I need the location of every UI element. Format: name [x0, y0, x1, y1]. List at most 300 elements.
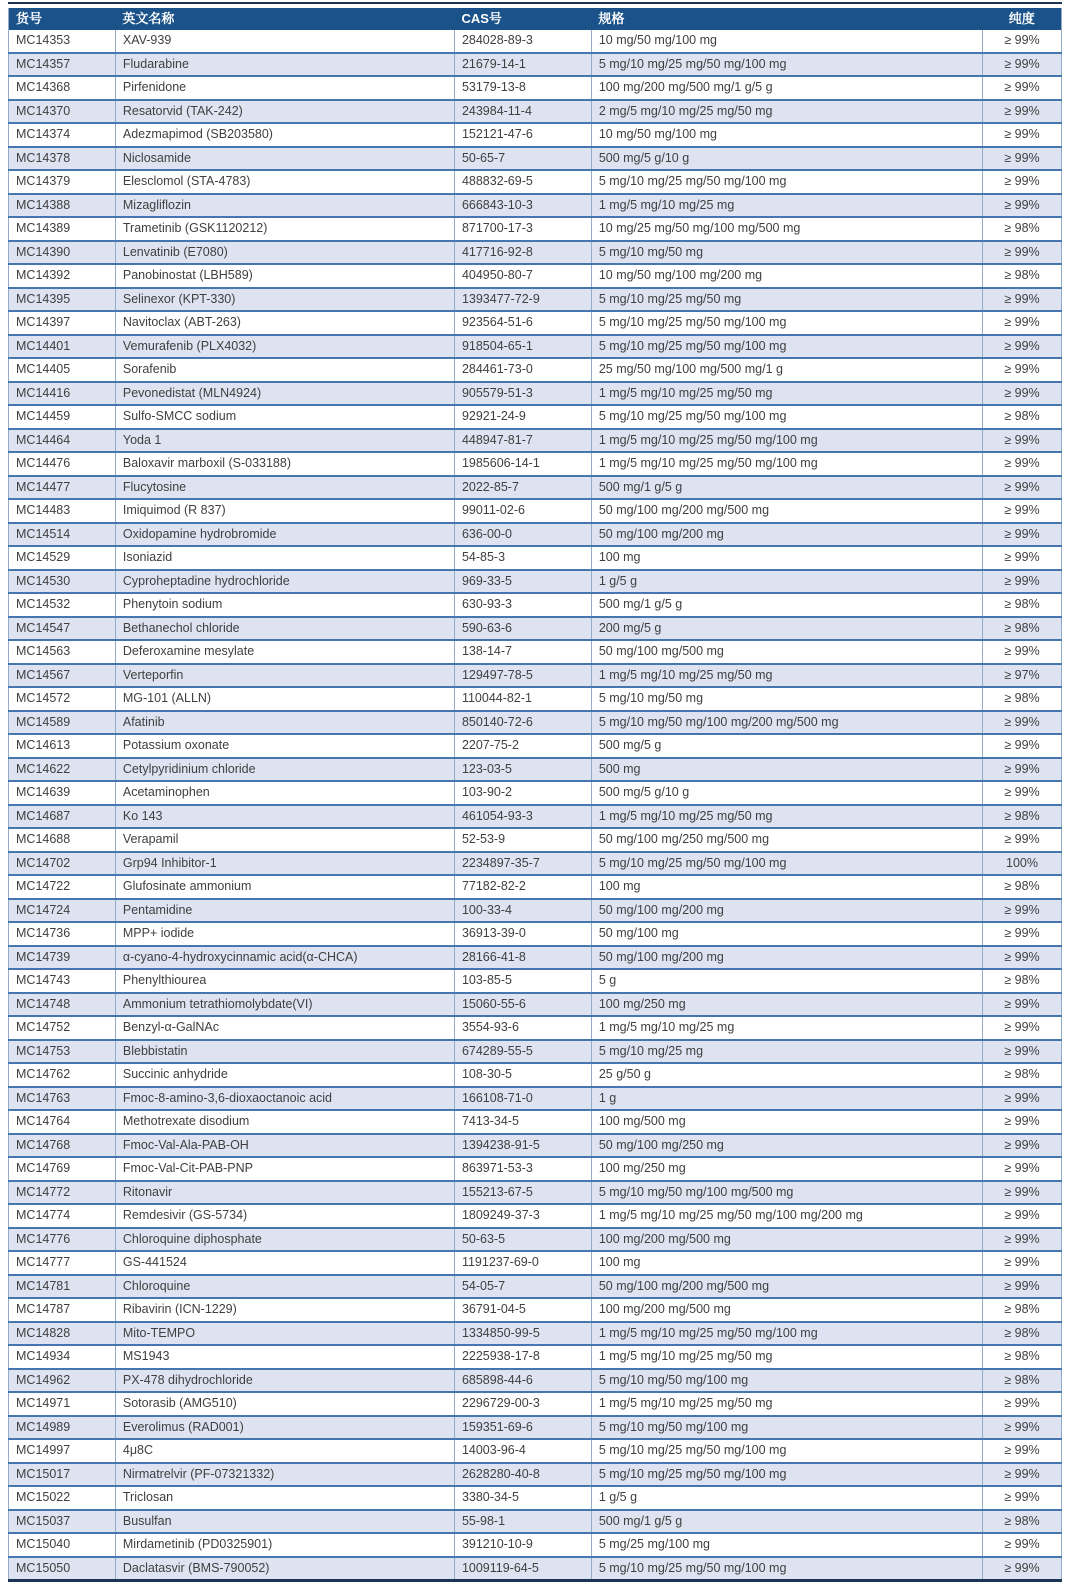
table-row: [9, 922, 1062, 946]
table-row: [9, 1228, 1062, 1252]
cell-spec: 5 mg/25 mg/100 mg: [591, 1533, 982, 1557]
cell-cas: 630-93-3: [454, 593, 591, 617]
cell-purity: ≥ 99%: [983, 922, 1062, 946]
cell-sku: MC15037: [9, 1510, 116, 1534]
cell-cas: 850140-72-6: [454, 711, 591, 735]
cell-name: Ribavirin (ICN-1229): [115, 1298, 454, 1322]
cell-sku: MC14769: [9, 1157, 116, 1181]
cell-purity: ≥ 99%: [983, 476, 1062, 500]
cell-spec: 100 mg: [591, 546, 982, 570]
cell-cas: 92921-24-9: [454, 405, 591, 429]
cell-spec: 500 mg: [591, 758, 982, 782]
cell-spec: 5 mg/10 mg/25 mg/50 mg/100 mg: [591, 1439, 982, 1463]
cell-sku: MC14776: [9, 1228, 116, 1252]
cell-purity: ≥ 99%: [983, 734, 1062, 758]
cell-cas: 100-33-4: [454, 899, 591, 923]
cell-purity: ≥ 99%: [983, 1557, 1062, 1580]
cell-purity: ≥ 99%: [983, 194, 1062, 218]
table-row: [9, 1087, 1062, 1111]
cell-sku: MC14572: [9, 687, 116, 711]
cell-cas: 52-53-9: [454, 828, 591, 852]
cell-cas: 284461-73-0: [454, 358, 591, 382]
cell-cas: 54-85-3: [454, 546, 591, 570]
cell-sku: MC14828: [9, 1322, 116, 1346]
cell-purity: ≥ 99%: [983, 53, 1062, 77]
table-row: [9, 1345, 1062, 1369]
cell-purity: ≥ 99%: [983, 170, 1062, 194]
table-row: [9, 1298, 1062, 1322]
table-row: [9, 217, 1062, 241]
cell-name: α-cyano-4-hydroxycinnamic acid(α-CHCA): [115, 946, 454, 970]
cell-purity: ≥ 98%: [983, 1298, 1062, 1322]
cell-spec: 1 mg/5 mg/10 mg/25 mg/50 mg/100 mg: [591, 1322, 982, 1346]
cell-sku: MC14764: [9, 1110, 116, 1134]
cell-sku: MC14357: [9, 53, 116, 77]
cell-cas: 404950-80-7: [454, 264, 591, 288]
table-row: [9, 241, 1062, 265]
cell-spec: 5 mg/10 mg/50 mg: [591, 687, 982, 711]
table-header-row: [9, 8, 1062, 30]
cell-name: Phenylthiourea: [115, 969, 454, 993]
cell-spec: 5 mg/10 mg/25 mg/50 mg/100 mg: [591, 852, 982, 876]
cell-name: Yoda 1: [115, 429, 454, 453]
cell-name: Daclatasvir (BMS-790052): [115, 1557, 454, 1580]
cell-cas: 155213-67-5: [454, 1181, 591, 1205]
cell-name: Elesclomol (STA-4783): [115, 170, 454, 194]
cell-purity: ≥ 99%: [983, 1181, 1062, 1205]
cell-sku: MC14787: [9, 1298, 116, 1322]
cell-spec: 5 mg/10 mg/25 mg/50 mg/100 mg: [591, 1463, 982, 1487]
cell-cas: 3380-34-5: [454, 1486, 591, 1510]
table-row: [9, 734, 1062, 758]
cell-spec: 200 mg/5 g: [591, 617, 982, 641]
cell-sku: MC14589: [9, 711, 116, 735]
column-header-purity: 纯度: [983, 8, 1062, 30]
cell-purity: ≥ 99%: [983, 711, 1062, 735]
table-row: [9, 993, 1062, 1017]
cell-spec: 5 g: [591, 969, 982, 993]
cell-name: Oxidopamine hydrobromide: [115, 523, 454, 547]
table-row: [9, 1181, 1062, 1205]
cell-spec: 1 mg/5 mg/10 mg/25 mg: [591, 1016, 982, 1040]
cell-purity: ≥ 98%: [983, 593, 1062, 617]
cell-name: Fludarabine: [115, 53, 454, 77]
table-row: [9, 1322, 1062, 1346]
table-row: [9, 264, 1062, 288]
cell-name: Mirdametinib (PD0325901): [115, 1533, 454, 1557]
cell-sku: MC14483: [9, 499, 116, 523]
cell-name: Verteporfin: [115, 664, 454, 688]
cell-cas: 969-33-5: [454, 570, 591, 594]
cell-sku: MC14748: [9, 993, 116, 1017]
cell-cas: 417716-92-8: [454, 241, 591, 265]
cell-spec: 5 mg/10 mg/25 mg/50 mg/100 mg: [591, 311, 982, 335]
cell-sku: MC14971: [9, 1392, 116, 1416]
cell-purity: ≥ 99%: [983, 899, 1062, 923]
cell-cas: 28166-41-8: [454, 946, 591, 970]
cell-sku: MC14743: [9, 969, 116, 993]
cell-cas: 923564-51-6: [454, 311, 591, 335]
cell-sku: MC14379: [9, 170, 116, 194]
cell-name: Mito-TEMPO: [115, 1322, 454, 1346]
cell-name: Methotrexate disodium: [115, 1110, 454, 1134]
table-row: [9, 805, 1062, 829]
cell-purity: ≥ 99%: [983, 241, 1062, 265]
cell-name: Nirmatrelvir (PF-07321332): [115, 1463, 454, 1487]
cell-cas: 166108-71-0: [454, 1087, 591, 1111]
cell-cas: 14003-96-4: [454, 1439, 591, 1463]
cell-purity: ≥ 99%: [983, 1486, 1062, 1510]
cell-spec: 1 mg/5 mg/10 mg/25 mg/50 mg: [591, 1392, 982, 1416]
table-row: [9, 53, 1062, 77]
cell-name: Fmoc-8-amino-3,6-dioxaoctanoic acid: [115, 1087, 454, 1111]
cell-spec: 1 mg/5 mg/10 mg/25 mg/50 mg: [591, 664, 982, 688]
cell-cas: 1394238-91-5: [454, 1134, 591, 1158]
cell-purity: ≥ 98%: [983, 687, 1062, 711]
cell-name: Niclosamide: [115, 147, 454, 171]
cell-sku: MC14774: [9, 1204, 116, 1228]
cell-spec: 50 mg/100 mg/200 mg: [591, 523, 982, 547]
cell-name: Acetaminophen: [115, 781, 454, 805]
table-row: [9, 664, 1062, 688]
cell-cas: 488832-69-5: [454, 170, 591, 194]
cell-cas: 2234897-35-7: [454, 852, 591, 876]
table-row: [9, 1392, 1062, 1416]
cell-cas: 99011-02-6: [454, 499, 591, 523]
cell-name: Sorafenib: [115, 358, 454, 382]
cell-sku: MC14563: [9, 640, 116, 664]
cell-purity: ≥ 98%: [983, 264, 1062, 288]
cell-purity: ≥ 99%: [983, 1134, 1062, 1158]
cell-purity: ≥ 99%: [983, 640, 1062, 664]
cell-name: Baloxavir marboxil (S-033188): [115, 452, 454, 476]
table-row: [9, 123, 1062, 147]
cell-sku: MC14781: [9, 1275, 116, 1299]
cell-name: Resatorvid (TAK-242): [115, 100, 454, 124]
cell-purity: ≥ 98%: [983, 1322, 1062, 1346]
table-row: [9, 1063, 1062, 1087]
cell-spec: 10 mg/50 mg/100 mg: [591, 123, 982, 147]
cell-name: MPP+ iodide: [115, 922, 454, 946]
cell-name: Verapamil: [115, 828, 454, 852]
cell-cas: 1334850-99-5: [454, 1322, 591, 1346]
table-row: [9, 640, 1062, 664]
cell-cas: 54-05-7: [454, 1275, 591, 1299]
cell-sku: MC14777: [9, 1251, 116, 1275]
table-row: [9, 758, 1062, 782]
cell-sku: MC14459: [9, 405, 116, 429]
cell-sku: MC14768: [9, 1134, 116, 1158]
cell-spec: 50 mg/100 mg/250 mg/500 mg: [591, 828, 982, 852]
cell-purity: ≥ 99%: [983, 946, 1062, 970]
cell-purity: ≥ 99%: [983, 358, 1062, 382]
cell-cas: 391210-10-9: [454, 1533, 591, 1557]
cell-spec: 1 g/5 g: [591, 570, 982, 594]
cell-sku: MC14547: [9, 617, 116, 641]
cell-sku: MC14401: [9, 335, 116, 359]
cell-spec: 25 mg/50 mg/100 mg/500 mg/1 g: [591, 358, 982, 382]
cell-name: Phenytoin sodium: [115, 593, 454, 617]
cell-spec: 100 mg/500 mg: [591, 1110, 982, 1134]
cell-name: Navitoclax (ABT-263): [115, 311, 454, 335]
cell-sku: MC14724: [9, 899, 116, 923]
cell-name: Chloroquine: [115, 1275, 454, 1299]
cell-cas: 15060-55-6: [454, 993, 591, 1017]
cell-spec: 5 mg/10 mg/50 mg/100 mg/500 mg: [591, 1181, 982, 1205]
cell-cas: 1393477-72-9: [454, 288, 591, 312]
cell-cas: 2022-85-7: [454, 476, 591, 500]
cell-spec: 1 mg/5 mg/10 mg/25 mg/50 mg/100 mg: [591, 429, 982, 453]
cell-sku: MC14989: [9, 1416, 116, 1440]
cell-name: Panobinostat (LBH589): [115, 264, 454, 288]
cell-cas: 3554-93-6: [454, 1016, 591, 1040]
cell-spec: 5 mg/10 mg/50 mg: [591, 241, 982, 265]
cell-cas: 448947-81-7: [454, 429, 591, 453]
cell-spec: 100 mg/200 mg/500 mg/1 g/5 g: [591, 76, 982, 100]
cell-spec: 5 mg/10 mg/25 mg/50 mg/100 mg: [591, 335, 982, 359]
cell-sku: MC14688: [9, 828, 116, 852]
cell-name: 4μ8C: [115, 1439, 454, 1463]
cell-spec: 100 mg/200 mg/500 mg: [591, 1228, 982, 1252]
column-header-name: 英文名称: [115, 8, 454, 30]
cell-spec: 50 mg/100 mg/200 mg/500 mg: [591, 499, 982, 523]
product-catalog-table: [8, 8, 1062, 1579]
cell-sku: MC14477: [9, 476, 116, 500]
cell-cas: 7413-34-5: [454, 1110, 591, 1134]
cell-spec: 10 mg/25 mg/50 mg/100 mg/500 mg: [591, 217, 982, 241]
cell-name: GS-441524: [115, 1251, 454, 1275]
cell-sku: MC14368: [9, 76, 116, 100]
table-row: [9, 335, 1062, 359]
cell-spec: 1 mg/5 mg/10 mg/25 mg/50 mg/100 mg: [591, 452, 982, 476]
cell-sku: MC14529: [9, 546, 116, 570]
table-row: [9, 170, 1062, 194]
cell-name: Imiquimod (R 837): [115, 499, 454, 523]
cell-name: Busulfan: [115, 1510, 454, 1534]
cell-spec: 1 g/5 g: [591, 1486, 982, 1510]
table-row: [9, 899, 1062, 923]
cell-sku: MC14962: [9, 1369, 116, 1393]
table-header: [9, 8, 1062, 30]
cell-spec: 5 mg/10 mg/25 mg/50 mg/100 mg: [591, 405, 982, 429]
table-row: [9, 969, 1062, 993]
cell-spec: 1 mg/5 mg/10 mg/25 mg/50 mg/100 mg/200 mg: [591, 1204, 982, 1228]
cell-purity: ≥ 99%: [983, 452, 1062, 476]
cell-sku: MC14464: [9, 429, 116, 453]
table-row: [9, 358, 1062, 382]
table-body: [9, 30, 1062, 1579]
table-row: [9, 1016, 1062, 1040]
cell-spec: 500 mg/1 g/5 g: [591, 476, 982, 500]
table-row: [9, 1557, 1062, 1580]
cell-sku: MC14514: [9, 523, 116, 547]
cell-spec: 50 mg/100 mg: [591, 922, 982, 946]
cell-name: Ko 143: [115, 805, 454, 829]
cell-cas: 918504-65-1: [454, 335, 591, 359]
cell-spec: 50 mg/100 mg/200 mg/500 mg: [591, 1275, 982, 1299]
cell-purity: ≥ 99%: [983, 1392, 1062, 1416]
table-row: [9, 570, 1062, 594]
cell-sku: MC14639: [9, 781, 116, 805]
cell-cas: 21679-14-1: [454, 53, 591, 77]
cell-purity: ≥ 99%: [983, 1439, 1062, 1463]
cell-name: Mizagliflozin: [115, 194, 454, 218]
table-row: [9, 194, 1062, 218]
cell-cas: 1191237-69-0: [454, 1251, 591, 1275]
cell-purity: ≥ 99%: [983, 76, 1062, 100]
cell-purity: ≥ 98%: [983, 969, 1062, 993]
cell-name: Pirfenidone: [115, 76, 454, 100]
column-header-cas: CAS号: [454, 8, 591, 30]
cell-spec: 100 mg: [591, 1251, 982, 1275]
table-row: [9, 617, 1062, 641]
table-row: [9, 311, 1062, 335]
cell-purity: ≥ 99%: [983, 1533, 1062, 1557]
table-row: [9, 711, 1062, 735]
cell-purity: ≥ 99%: [983, 993, 1062, 1017]
table-row: [9, 1157, 1062, 1181]
cell-cas: 103-90-2: [454, 781, 591, 805]
cell-cas: 53179-13-8: [454, 76, 591, 100]
cell-sku: MC14753: [9, 1040, 116, 1064]
cell-cas: 666843-10-3: [454, 194, 591, 218]
cell-purity: ≥ 99%: [983, 1228, 1062, 1252]
cell-purity: ≥ 98%: [983, 405, 1062, 429]
cell-purity: ≥ 99%: [983, 523, 1062, 547]
cell-purity: ≥ 99%: [983, 828, 1062, 852]
cell-cas: 138-14-7: [454, 640, 591, 664]
table-row: [9, 1040, 1062, 1064]
cell-purity: ≥ 99%: [983, 1251, 1062, 1275]
cell-purity: ≥ 98%: [983, 217, 1062, 241]
cell-sku: MC14763: [9, 1087, 116, 1111]
table-row: [9, 1416, 1062, 1440]
cell-spec: 5 mg/10 mg/25 mg: [591, 1040, 982, 1064]
table-row: [9, 1510, 1062, 1534]
cell-spec: 5 mg/10 mg/50 mg/100 mg: [591, 1369, 982, 1393]
cell-name: Pevonedistat (MLN4924): [115, 382, 454, 406]
cell-name: Potassium oxonate: [115, 734, 454, 758]
cell-name: Ritonavir: [115, 1181, 454, 1205]
cell-spec: 1 mg/5 mg/10 mg/25 mg/50 mg: [591, 1345, 982, 1369]
cell-sku: MC14702: [9, 852, 116, 876]
cell-name: Cetylpyridinium chloride: [115, 758, 454, 782]
cell-purity: ≥ 99%: [983, 382, 1062, 406]
cell-name: Grp94 Inhibitor-1: [115, 852, 454, 876]
cell-name: Everolimus (RAD001): [115, 1416, 454, 1440]
cell-sku: MC14567: [9, 664, 116, 688]
cell-name: Adezmapimod (SB203580): [115, 123, 454, 147]
cell-purity: ≥ 99%: [983, 546, 1062, 570]
cell-name: Isoniazid: [115, 546, 454, 570]
cell-sku: MC14392: [9, 264, 116, 288]
cell-purity: ≥ 99%: [983, 311, 1062, 335]
cell-spec: 100 mg: [591, 875, 982, 899]
cell-sku: MC14772: [9, 1181, 116, 1205]
column-header-spec: 规格: [591, 8, 982, 30]
table-row: [9, 523, 1062, 547]
cell-name: Succinic anhydride: [115, 1063, 454, 1087]
table-row: [9, 1110, 1062, 1134]
cell-spec: 5 mg/10 mg/25 mg/50 mg: [591, 288, 982, 312]
table-row: [9, 687, 1062, 711]
table-row: [9, 875, 1062, 899]
cell-name: Benzyl-α-GalNAc: [115, 1016, 454, 1040]
cell-sku: MC15022: [9, 1486, 116, 1510]
table-row: [9, 593, 1062, 617]
table-row: [9, 1533, 1062, 1557]
cell-cas: 36791-04-5: [454, 1298, 591, 1322]
cell-sku: MC14397: [9, 311, 116, 335]
cell-sku: MC14613: [9, 734, 116, 758]
cell-purity: ≥ 98%: [983, 875, 1062, 899]
cell-cas: 674289-55-5: [454, 1040, 591, 1064]
cell-spec: 500 mg/5 g: [591, 734, 982, 758]
cell-purity: ≥ 99%: [983, 429, 1062, 453]
cell-spec: 1 mg/5 mg/10 mg/25 mg: [591, 194, 982, 218]
cell-cas: 685898-44-6: [454, 1369, 591, 1393]
cell-spec: 50 mg/100 mg/250 mg: [591, 1134, 982, 1158]
cell-cas: 159351-69-6: [454, 1416, 591, 1440]
cell-sku: MC14530: [9, 570, 116, 594]
cell-name: Pentamidine: [115, 899, 454, 923]
cell-purity: ≥ 99%: [983, 1275, 1062, 1299]
cell-purity: ≥ 99%: [983, 1087, 1062, 1111]
cell-sku: MC14752: [9, 1016, 116, 1040]
cell-cas: 1809249-37-3: [454, 1204, 591, 1228]
cell-sku: MC14416: [9, 382, 116, 406]
table-row: [9, 499, 1062, 523]
cell-purity: ≥ 98%: [983, 1063, 1062, 1087]
cell-cas: 461054-93-3: [454, 805, 591, 829]
cell-name: Afatinib: [115, 711, 454, 735]
cell-spec: 1 mg/5 mg/10 mg/25 mg/50 mg: [591, 382, 982, 406]
cell-sku: MC14722: [9, 875, 116, 899]
cell-purity: ≥ 98%: [983, 617, 1062, 641]
cell-name: Blebbistatin: [115, 1040, 454, 1064]
cell-spec: 500 mg/1 g/5 g: [591, 1510, 982, 1534]
table-row: [9, 1275, 1062, 1299]
cell-cas: 2225938-17-8: [454, 1345, 591, 1369]
cell-sku: MC14405: [9, 358, 116, 382]
cell-cas: 152121-47-6: [454, 123, 591, 147]
cell-purity: ≥ 99%: [983, 147, 1062, 171]
cell-cas: 2628280-40-8: [454, 1463, 591, 1487]
cell-cas: 123-03-5: [454, 758, 591, 782]
cell-sku: MC15040: [9, 1533, 116, 1557]
cell-purity: ≥ 99%: [983, 1204, 1062, 1228]
cell-purity: ≥ 99%: [983, 1416, 1062, 1440]
column-header-sku: 货号: [9, 8, 116, 30]
cell-sku: MC14739: [9, 946, 116, 970]
cell-spec: 5 mg/10 mg/25 mg/50 mg/100 mg: [591, 1557, 982, 1580]
cell-name: PX-478 dihydrochloride: [115, 1369, 454, 1393]
cell-name: Cyproheptadine hydrochloride: [115, 570, 454, 594]
table-row: [9, 147, 1062, 171]
cell-purity: ≥ 99%: [983, 1157, 1062, 1181]
cell-purity: ≥ 99%: [983, 30, 1062, 53]
cell-sku: MC14934: [9, 1345, 116, 1369]
cell-name: Flucytosine: [115, 476, 454, 500]
cell-sku: MC14389: [9, 217, 116, 241]
table-row: [9, 452, 1062, 476]
cell-sku: MC14687: [9, 805, 116, 829]
cell-purity: ≥ 99%: [983, 1016, 1062, 1040]
cell-sku: MC14388: [9, 194, 116, 218]
table-row: [9, 76, 1062, 100]
cell-name: Fmoc-Val-Cit-PAB-PNP: [115, 1157, 454, 1181]
table-row: [9, 1463, 1062, 1487]
